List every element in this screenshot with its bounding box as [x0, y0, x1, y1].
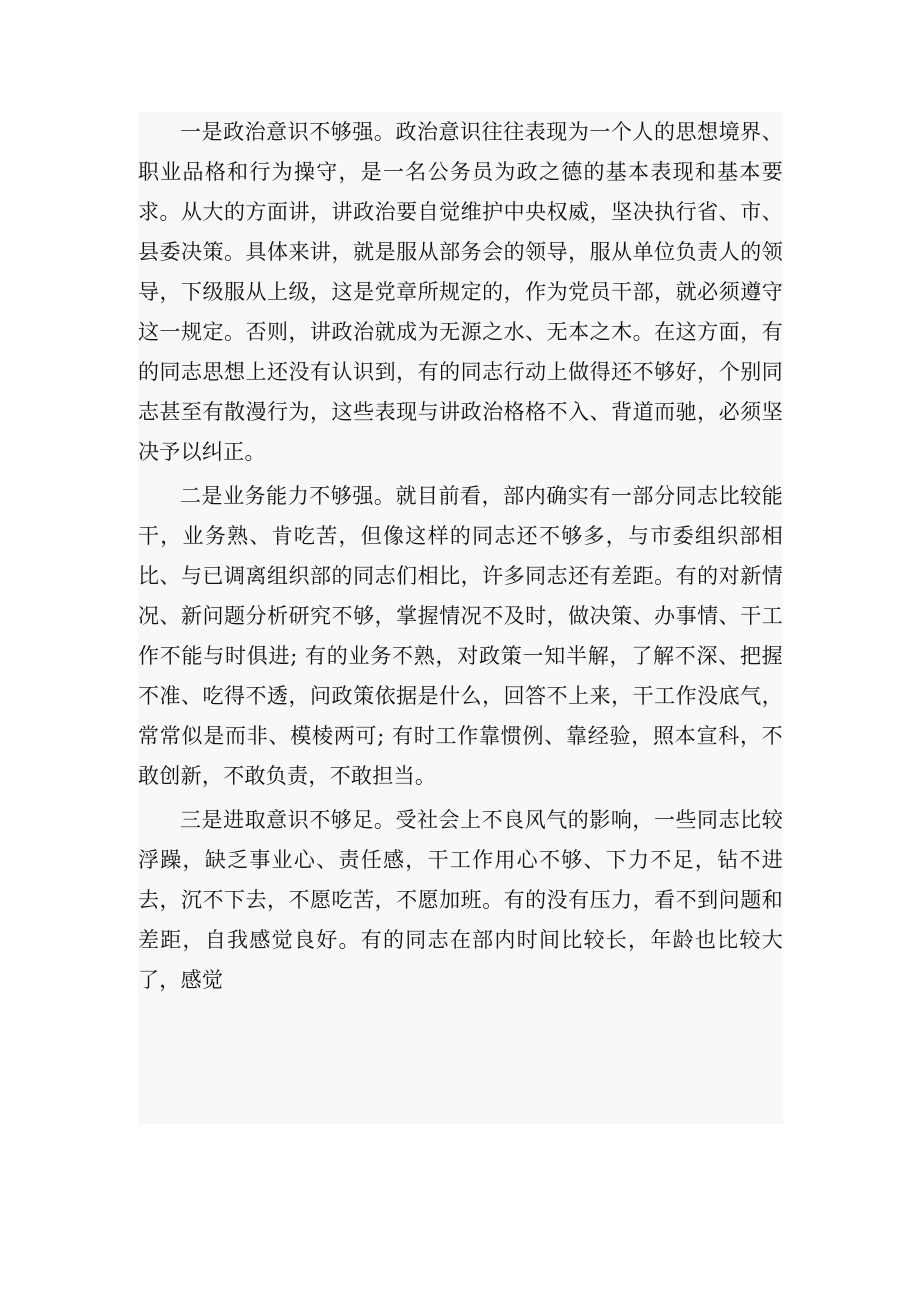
paragraph-political-awareness: 一是政治意识不够强。政治意识往往表现为一个人的思想境界、职业品格和行为操守，是一名公务员为政之德的基本表现和基本要求。从大的方面讲，讲政治要自觉维护中央权威，坚决执行省、市、县委决策。具体来讲，就是服从部务会的领导，服从单位负责人的领导，下级服从上级，这是党章所规定的，作为党员干部，就必须遵守这一规定。否则，讲政治就成为无源之水、无本之木。在这方面，有的同志思想上还没有认识到，有的同志行动上做得还不够好，个别同志甚至有散漫行为，这些表现与讲政治格格不入、背道而驰，必须坚决予以纠正。 [138, 120, 783, 464]
paragraph-business-ability: 二是业务能力不够强。就目前看，部内确实有一部分同志比较能干，业务熟、肯吃苦，但像这样的同志还不够多，与市委组织部相比、与已调离组织部的同志们相比，许多同志还有差距。有的对新情况、新问题分析研究不够，掌握情况不及时，做决策、办事情、干工作不能与时俱进; 有的业务不熟，对政策一知半解，了解不深、把握不准、吃得不透，问政策依据是什么，回答不上来，干工作没底气，常常似是而非、模棱两可; 有时工作靠惯例、靠经验，照本宣科，不敢创新，不敢负责，不敢担当。 [138, 484, 783, 788]
paragraph-enterprising-spirit: 三是进取意识不够足。受社会上不良风气的影响，一些同志比较浮躁，缺乏事业心、责任感，干工作用心不够、下力不足，钻不进去，沉不下去，不愿吃苦，不愿加班。有的没有压力，看不到问题和差距，自我感觉良好。有的同志在部内时间比较长，年龄也比较大了，感觉 [138, 808, 783, 992]
document-body [138, 112, 783, 1124]
